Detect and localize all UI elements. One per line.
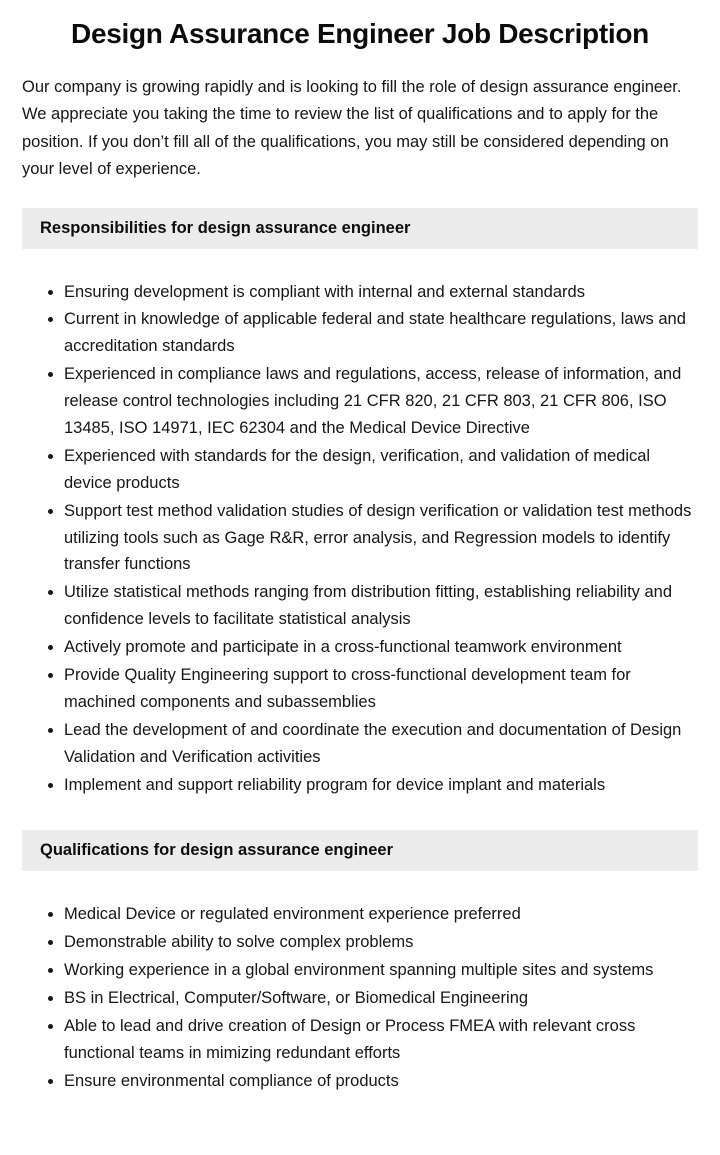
list-item: • Able to lead and drive creation of Design or Process FMEA with relevant cross functional teams in mimizing redundant efforts	[64, 1013, 694, 1067]
qualifications-header: Qualifications for design assurance engineer	[22, 830, 698, 871]
list-item: • Utilize statistical methods ranging from distribution fitting, establishing reliability and confidence levels to facilitate statistical analysis	[64, 579, 694, 633]
list-item: • Demonstrable ability to solve complex problems	[64, 929, 694, 956]
qualifications-list	[22, 901, 698, 1094]
list-item: • Actively promote and participate in a cross-functional teamwork environment	[64, 634, 694, 661]
list-item: • Support test method validation studies of design verification or validation test methods utilizing tools such as Gage R&R, error analysis, and Regression models to identify transfer functions	[64, 498, 694, 579]
list-item: • Ensure environmental compliance of products	[64, 1068, 694, 1095]
responsibilities-list	[22, 279, 698, 799]
list-item: • Working experience in a global environment spanning multiple sites and systems	[64, 957, 694, 984]
list-item: • BS in Electrical, Computer/Software, or Biomedical Engineering	[64, 985, 694, 1012]
list-item: • Medical Device or regulated environment experience preferred	[64, 901, 694, 928]
list-item: • Provide Quality Engineering support to cross-functional development team for machined components and subassemblies	[64, 662, 694, 716]
responsibilities-header: Responsibilities for design assurance engineer	[22, 208, 698, 249]
page-title: Design Assurance Engineer Job Description	[71, 18, 649, 49]
qualifications-section	[22, 830, 698, 1094]
list-item: • Lead the development of and coordinate the execution and documentation of Design Validation and Verification activities	[64, 717, 694, 771]
list-item: • Experienced in compliance laws and regulations, access, release of information, and release control technologies including 21 CFR 820, 21 CFR 803, 21 CFR 806, ISO 13485, ISO 14971, IEC 62304 and the Medical Device Directive	[64, 361, 694, 442]
list-item: • Ensuring development is compliant with internal and external standards	[64, 279, 694, 306]
list-item: • Implement and support reliability program for device implant and materials	[64, 772, 694, 799]
intro-paragraph: Our company is growing rapidly and is looking to fill the role of design assurance engineer. We appreciate you taking the time to review the list of qualifications and to apply for the position. If you don’t fill all of the qualifications, you may still be considered depending on your level of experience.	[22, 78, 682, 179]
list-item: • Experienced with standards for the design, verification, and validation of medical device products	[64, 443, 694, 497]
list-item: • Current in knowledge of applicable federal and state healthcare regulations, laws and accreditation standards	[64, 306, 694, 360]
responsibilities-section	[22, 208, 698, 799]
